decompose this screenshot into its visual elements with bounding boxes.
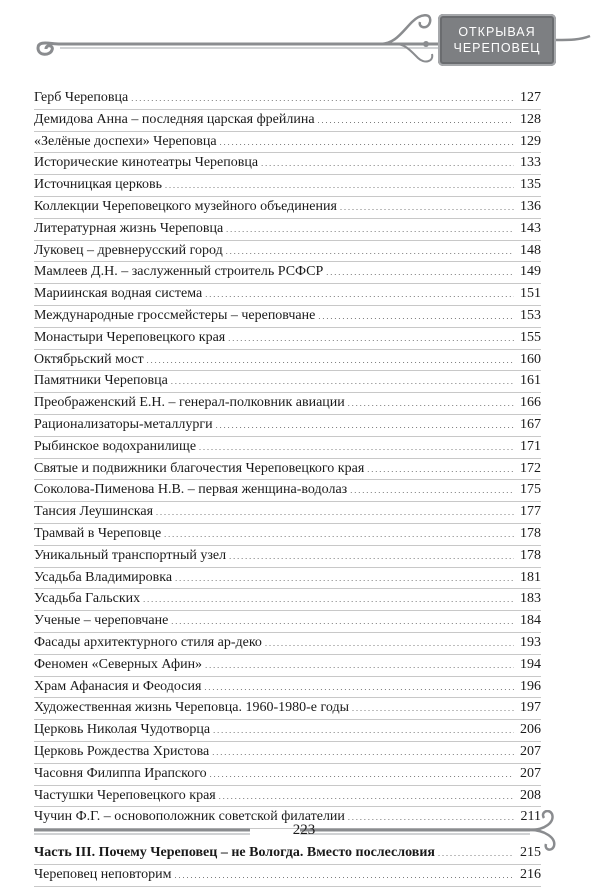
toc-entry-title: Октябрьский мост: [34, 351, 144, 367]
toc-entry: [34, 350, 541, 372]
toc-entry-title: Монастыри Череповецкого края: [34, 329, 226, 345]
dot-leader: [171, 371, 514, 393]
dot-leader: [228, 328, 514, 350]
toc-entry-page: 149: [520, 264, 541, 280]
toc-entry-page: 184: [520, 613, 541, 629]
dot-leader: [205, 284, 514, 306]
toc-entry: [34, 720, 541, 742]
toc-entry-title: Луковец – древнерусский город: [34, 242, 223, 258]
toc-entry-page: 197: [520, 700, 541, 716]
toc-entry: [34, 262, 541, 284]
badge-line-1: ОТКРЫВАЯ: [458, 25, 536, 39]
toc-entry: [34, 568, 541, 590]
toc-entry: [34, 371, 541, 393]
dot-leader: [143, 589, 514, 611]
toc-entry-title: Источницкая церковь: [34, 177, 162, 193]
toc-entry-title: «Зелёные доспехи» Череповца: [34, 133, 217, 149]
toc-entry-title: Преображенский Е.Н. – генерал-полковник авиации: [34, 395, 345, 411]
toc-entry-page: 172: [520, 460, 541, 476]
toc-entry: [34, 88, 541, 110]
toc-entry-page: 207: [520, 743, 541, 759]
toc-entry-page: 143: [520, 220, 541, 236]
toc-entry-page: 133: [520, 155, 541, 171]
toc-entry-title: Часовня Филиппа Ирапского: [34, 765, 207, 781]
toc-entry-page: 208: [520, 787, 541, 803]
toc-entry-page: 215: [520, 845, 541, 861]
toc-entry-title: Памятники Череповца: [34, 373, 168, 389]
toc-entry-page: 207: [520, 765, 541, 781]
toc-entry-page: 148: [520, 242, 541, 258]
badge-line-2: ЧЕРЕПОВЕЦ: [453, 41, 541, 55]
dot-leader: [220, 132, 514, 154]
toc-entry: [34, 153, 541, 175]
toc-entry: [34, 284, 541, 306]
toc-entry-page: 161: [520, 373, 541, 389]
toc-entry-title: Череповец неповторим: [34, 866, 172, 882]
toc-entry: [34, 698, 541, 720]
toc-entry-page: 193: [520, 634, 541, 650]
toc-entry-title: Тансия Леушинская: [34, 504, 154, 520]
toc-entry-title: Частушки Череповецкого края: [34, 787, 216, 803]
toc-entry-title: Усадьба Владимировка: [34, 569, 173, 585]
toc-entry-page: 153: [520, 307, 541, 323]
toc-entry: [34, 742, 541, 764]
toc-entry-page: 151: [520, 286, 541, 302]
toc-entry-title: Святые и подвижники благочестия Череповецкого края: [34, 460, 365, 476]
toc-entry-page: 194: [520, 656, 541, 672]
toc-entry-page: 196: [520, 678, 541, 694]
dot-leader: [318, 306, 514, 328]
dot-leader: [165, 175, 514, 197]
toc-entry-title: Чучин Ф.Г. – основоположник советской филателии: [34, 809, 345, 825]
toc-entry: [34, 415, 541, 437]
toc-entry: [34, 132, 541, 154]
dot-leader: [204, 677, 514, 699]
toc-entry-page: 178: [520, 525, 541, 541]
dot-leader: [352, 698, 514, 720]
dot-leader: [219, 786, 514, 808]
toc-entry-title: Фасады архитектурного стиля ар-деко: [34, 634, 262, 650]
toc-entry: [34, 219, 541, 241]
toc-entry-page: 128: [520, 111, 541, 127]
page-header: [0, 0, 608, 80]
toc-entry-page: 178: [520, 547, 541, 563]
dot-leader: [350, 480, 514, 502]
series-badge: [438, 14, 556, 66]
table-of-contents: [34, 88, 541, 887]
dot-leader: [229, 546, 514, 568]
toc-entry-page: 136: [520, 198, 541, 214]
toc-entry: [34, 459, 541, 481]
toc-entry-title: Мамлеев Д.Н. – заслуженный строитель РСФСР: [34, 264, 324, 280]
toc-entry: [34, 197, 541, 219]
toc-entry-page: 155: [520, 329, 541, 345]
dot-leader: [131, 88, 514, 110]
toc-entry-page: 129: [520, 133, 541, 149]
dot-leader: [213, 720, 514, 742]
toc-entry-page: 171: [520, 438, 541, 454]
toc-entry: [34, 502, 541, 524]
toc-entry: [34, 110, 541, 132]
toc-entry: [34, 865, 541, 887]
toc-entry-page: 177: [520, 504, 541, 520]
toc-entry-title: Церковь Николая Чудотворца: [34, 722, 211, 738]
toc-entry-title: Исторические кинотеатры Череповца: [34, 155, 259, 171]
dot-leader: [212, 742, 514, 764]
dot-leader: [175, 865, 515, 887]
toc-entry: [34, 611, 541, 633]
toc-entry-title: Художественная жизнь Череповца. 1960-1980-е годы: [34, 700, 349, 716]
dot-leader: [318, 110, 514, 132]
dot-leader: [164, 524, 514, 546]
dot-leader: [156, 502, 514, 524]
toc-entry-page: 183: [520, 591, 541, 607]
toc-entry: [34, 546, 541, 568]
toc-entry-title: Рыбинское водохранилище: [34, 438, 197, 454]
toc-entry-page: 181: [520, 569, 541, 585]
toc-entry-page: 160: [520, 351, 541, 367]
toc-entry-page: 206: [520, 722, 541, 738]
toc-entry-page: 127: [520, 90, 541, 105]
dot-leader: [226, 219, 514, 241]
dot-leader: [326, 262, 514, 284]
toc-entry: [34, 589, 541, 611]
toc-entry-title: Мариинская водная система: [34, 286, 203, 302]
dot-leader: [205, 655, 514, 677]
toc-entry: [34, 393, 541, 415]
toc-entry: [34, 655, 541, 677]
toc-entry-page: 135: [520, 177, 541, 193]
toc-entry-title: Часть III. Почему Череповец – не Вологда. Вместо послесловия: [34, 845, 435, 861]
dot-leader: [216, 415, 514, 437]
toc-entry-title: Усадьба Гальских: [34, 591, 141, 607]
dot-leader: [210, 764, 514, 786]
toc-entry-title: Рационализаторы-металлурги: [34, 416, 213, 432]
toc-entry-title: Коллекции Череповецкого музейного объединения: [34, 198, 337, 214]
toc-entry: [34, 175, 541, 197]
page-number: 223: [292, 822, 316, 838]
toc-entry-title: Герб Череповца: [34, 90, 129, 105]
toc-entry-title: Уникальный транспортный узел: [34, 547, 227, 563]
toc-entry-title: Международные гроссмейстеры – череповчане: [34, 307, 316, 323]
toc-entry-page: 216: [520, 866, 541, 882]
toc-entry-page: 211: [520, 809, 541, 825]
toc-entry: [34, 677, 541, 699]
dot-leader: [261, 153, 514, 175]
toc-entry: [34, 524, 541, 546]
dot-leader: [226, 241, 514, 263]
toc-entry: [34, 633, 541, 655]
toc-entry: [34, 328, 541, 350]
toc-entry-title: Трамвай в Череповце: [34, 525, 162, 541]
toc-entry: [34, 437, 541, 459]
toc-entry: [34, 306, 541, 328]
dot-leader: [147, 350, 514, 372]
toc-entry: [34, 241, 541, 263]
toc-entry-title: Литературная жизнь Череповца: [34, 220, 224, 236]
toc-entry-title: Феномен «Северных Афин»: [34, 656, 203, 672]
toc-entry: [34, 764, 541, 786]
dot-leader: [265, 633, 514, 655]
toc-entry-title: Демидова Анна – последняя царская фрейлина: [34, 111, 315, 127]
toc-entry-title: Ученые – череповчане: [34, 613, 169, 629]
toc-entry-title: Церковь Рождества Христова: [34, 743, 210, 759]
toc-entry: [34, 786, 541, 808]
toc-entry-title: Храм Афанасия и Феодосия: [34, 678, 202, 694]
dot-leader: [348, 393, 514, 415]
dot-leader: [199, 437, 514, 459]
toc-entry: [34, 480, 541, 502]
toc-entry-page: 167: [520, 416, 541, 432]
dot-leader: [340, 197, 514, 219]
toc-entry-title: Соколова-Пименова Н.В. – первая женщина-водолаз: [34, 482, 348, 498]
dot-leader: [171, 611, 514, 633]
toc-entry-page: 166: [520, 395, 541, 411]
dot-leader: [175, 568, 514, 590]
dot-leader: [367, 459, 514, 481]
toc-entry-page: 175: [520, 482, 541, 498]
